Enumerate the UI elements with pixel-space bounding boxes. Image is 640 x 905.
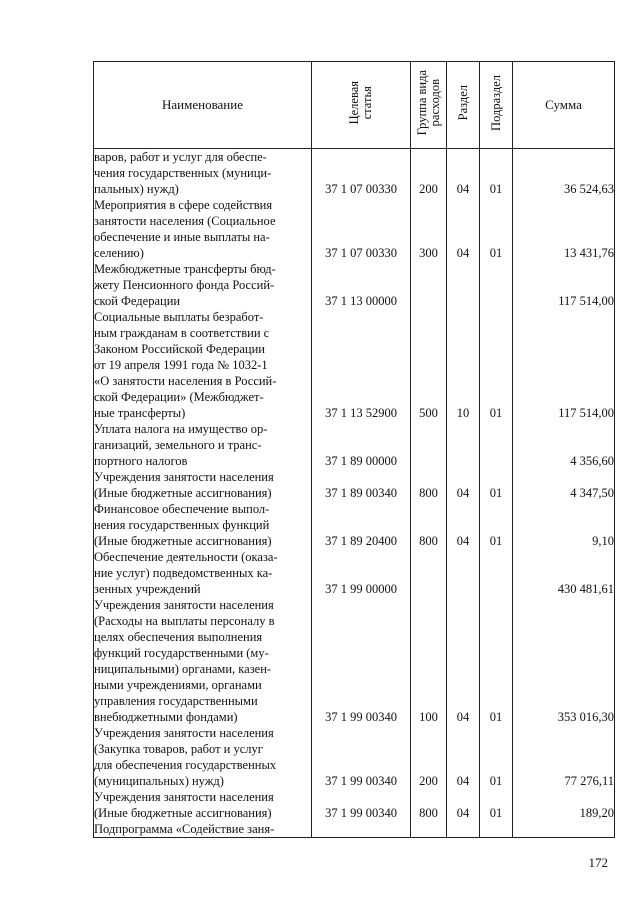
- header-sum: Сумма: [513, 62, 615, 149]
- row-name: Учреждения занятости населения (Закупка товаров, работ и услуг для обеспечения государственных (муниципальных) нужд): [94, 725, 312, 789]
- row-section: [447, 421, 480, 469]
- row-section: [447, 821, 480, 838]
- row-section: [447, 549, 480, 597]
- row-sum: 9,10: [513, 501, 615, 549]
- row-name: Учреждения занятости населения (Иные бюджетные ассигнования): [94, 469, 312, 501]
- table-row: [94, 821, 615, 838]
- row-sum: 353 016,30: [513, 597, 615, 725]
- row-subsection: [480, 421, 513, 469]
- row-group: 200: [411, 149, 447, 198]
- row-sum: 4 356,60: [513, 421, 615, 469]
- header-target-label: Целевая статья: [347, 81, 374, 125]
- table-row: [94, 261, 615, 309]
- row-subsection: 01: [480, 197, 513, 261]
- row-subsection: 01: [480, 501, 513, 549]
- row-target-code: [312, 821, 411, 838]
- row-name: Финансовое обеспечение выпол- нения государственных функций (Иные бюджетные ассигнования): [94, 501, 312, 549]
- row-name: Социальные выплаты безработ- ным гражданам в соответствии с Законом Российской Федерации от 19 апреля 1991 года № 1032-1 «О занятости населения в Россий- ской Федерации» (Межбюджет- ные трансферты): [94, 309, 312, 421]
- table-row: [94, 725, 615, 789]
- row-subsection: 01: [480, 597, 513, 725]
- row-name: Мероприятия в сфере содействия занятости населения (Социальное обеспечение и иные выплаты на- селению): [94, 197, 312, 261]
- row-section: 04: [447, 789, 480, 821]
- row-target-code: 37 1 13 52900: [312, 309, 411, 421]
- row-target-code: 37 1 89 20400: [312, 501, 411, 549]
- header-section: [447, 62, 480, 149]
- row-group: 800: [411, 469, 447, 501]
- row-target-code: 37 1 89 00000: [312, 421, 411, 469]
- table-row: [94, 469, 615, 501]
- row-section: 04: [447, 501, 480, 549]
- row-sum: 77 276,11: [513, 725, 615, 789]
- row-group: 800: [411, 501, 447, 549]
- row-target-code: 37 1 99 00340: [312, 789, 411, 821]
- row-group: 800: [411, 789, 447, 821]
- header-name: Наименование: [94, 62, 312, 149]
- row-target-code: 37 1 99 00000: [312, 549, 411, 597]
- row-section: 10: [447, 309, 480, 421]
- row-name: варов, работ и услуг для обеспе- чения государственных (муници- пальных) нужд): [94, 149, 312, 198]
- row-target-code: 37 1 99 00340: [312, 597, 411, 725]
- table-row: [94, 789, 615, 821]
- row-name: Подпрограмма «Содействие заня-: [94, 821, 312, 838]
- row-sum: [513, 821, 615, 838]
- table-row: [94, 597, 615, 725]
- row-subsection: 01: [480, 149, 513, 198]
- header-section-label: Раздел: [455, 85, 470, 121]
- row-subsection: 01: [480, 469, 513, 501]
- row-subsection: [480, 821, 513, 838]
- row-group: 500: [411, 309, 447, 421]
- table-row: [94, 149, 615, 198]
- row-sum: 36 524,63: [513, 149, 615, 198]
- row-name: Учреждения занятости населения (Расходы на выплаты персоналу в целях обеспечения выполнения функций государственными (му- ниципальными) органами, казен- ными учреждениями, органами управления государственными внебюджетными фондами): [94, 597, 312, 725]
- budget-table: [93, 61, 615, 838]
- header-subsection: [480, 62, 513, 149]
- row-target-code: 37 1 07 00330: [312, 149, 411, 198]
- row-target-code: 37 1 99 00340: [312, 725, 411, 789]
- row-section: 04: [447, 197, 480, 261]
- row-sum: 117 514,00: [513, 261, 615, 309]
- row-sum: 430 481,61: [513, 549, 615, 597]
- page-number: 172: [588, 855, 608, 870]
- row-sum: 189,20: [513, 789, 615, 821]
- table-row: [94, 549, 615, 597]
- row-subsection: 01: [480, 789, 513, 821]
- row-section: 04: [447, 725, 480, 789]
- row-sum: 13 431,76: [513, 197, 615, 261]
- row-name: Уплата налога на имущество ор- ганизаций, земельного и транс- портного налогов: [94, 421, 312, 469]
- table-header-row: [94, 62, 615, 149]
- row-group: [411, 821, 447, 838]
- row-group: 200: [411, 725, 447, 789]
- row-section: 04: [447, 597, 480, 725]
- row-target-code: 37 1 89 00340: [312, 469, 411, 501]
- table-row: [94, 501, 615, 549]
- header-subsection-label: Подраздел: [488, 75, 503, 131]
- table-row: [94, 421, 615, 469]
- row-group: [411, 421, 447, 469]
- row-sum: 117 514,00: [513, 309, 615, 421]
- row-group: 100: [411, 597, 447, 725]
- header-target: [312, 62, 411, 149]
- row-subsection: [480, 549, 513, 597]
- row-subsection: 01: [480, 725, 513, 789]
- row-subsection: 01: [480, 309, 513, 421]
- row-section: 04: [447, 469, 480, 501]
- row-name: Обеспечение деятельности (оказа- ние услуг) подведомственных ка- зенных учреждений: [94, 549, 312, 597]
- row-subsection: [480, 261, 513, 309]
- row-section: 04: [447, 149, 480, 198]
- table-row: [94, 309, 615, 421]
- row-name: Межбюджетные трансферты бюд- жету Пенсионного фонда Россий- ской Федерации: [94, 261, 312, 309]
- row-target-code: 37 1 07 00330: [312, 197, 411, 261]
- header-group-label: Группа вида расходов: [414, 70, 442, 136]
- row-group: [411, 549, 447, 597]
- table-row: [94, 197, 615, 261]
- row-group: 300: [411, 197, 447, 261]
- row-sum: 4 347,50: [513, 469, 615, 501]
- row-name: Учреждения занятости населения (Иные бюджетные ассигнования): [94, 789, 312, 821]
- header-group: [411, 62, 447, 149]
- row-group: [411, 261, 447, 309]
- row-target-code: 37 1 13 00000: [312, 261, 411, 309]
- row-section: [447, 261, 480, 309]
